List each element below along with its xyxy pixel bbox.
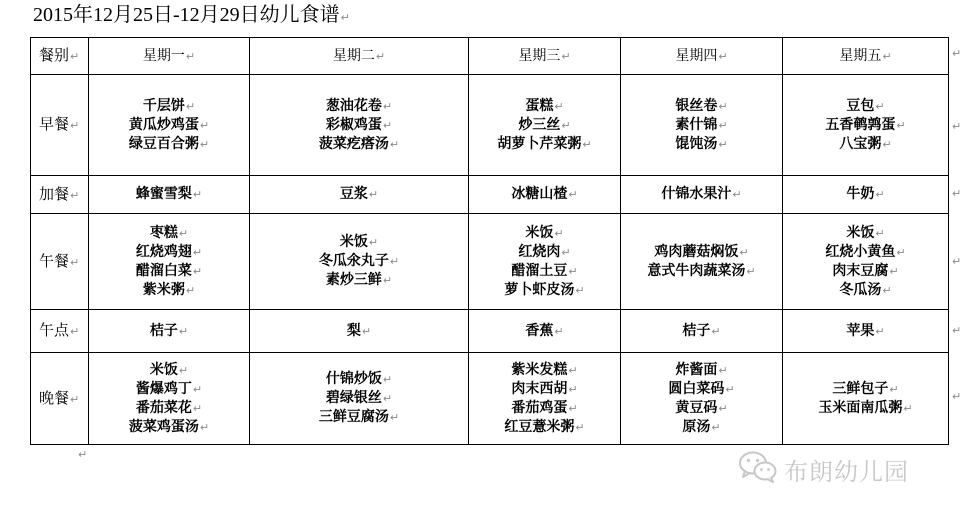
row-end-mark: ↵ [952,120,962,133]
dish-item: 素炒三鲜↵ [325,272,393,288]
meal-label-cell: 晚餐↵ [31,353,89,445]
day-header: 星期三↵ [469,38,621,75]
menu-cell [89,310,250,353]
dish-item: 炸酱面↵ [675,361,728,378]
row-end-mark: ↵ [952,255,962,268]
dish-item: 黄瓜炒鸡蛋↵ [128,116,210,133]
dish-item: 银丝卷↵ [675,97,728,114]
dish-item: 原汤↵ [682,418,721,435]
dish-item: 紫米发糕↵ [511,361,578,378]
menu-cell [621,310,783,353]
dish-item: 萝卜虾皮汤↵ [504,281,585,298]
document-title: 2015年12月25日-12月29日幼儿食谱↵ [33,4,350,26]
menu-cell [621,214,783,310]
menu-cell [250,214,469,310]
row-end-mark: ↵ [952,47,962,60]
menu-cell [621,353,783,445]
dish-item: 绿豆百合粥↵ [128,135,210,152]
watermark [738,450,909,488]
dish-item: 肉末豆腐↵ [832,262,899,279]
menu-cell [783,310,949,353]
dish-item: 碧绿银丝↵ [325,390,393,406]
menu-cell [783,214,949,310]
dish-item: 彩椒鸡蛋↵ [325,116,393,133]
menu-cell [783,75,949,176]
dish-item: 冬瓜氽丸子↵ [318,253,400,269]
dish-item: 千层饼↵ [142,97,196,114]
meal-label: 加餐 [39,184,70,203]
dish-item: 炒三丝↵ [518,116,571,133]
meal-label: 晚餐 [39,388,70,407]
watermark-text: 布朗幼儿园 [784,457,909,486]
dish-item: 枣糕↵ [149,224,189,241]
dish-item: 葱油花卷↵ [325,97,393,114]
menu-cell [89,214,250,310]
paragraph-mark: ↵ [78,448,88,461]
dish-item: 醋溜白菜↵ [135,262,203,279]
dish-item: 蜂蜜雪梨↵ [135,186,203,202]
dish-item: 蛋糕↵ [525,97,564,114]
dish-item: 苹果↵ [846,322,885,339]
dish-item: 馄饨汤↵ [675,135,728,152]
menu-cell [250,176,469,214]
dish-item: 紫米粥↵ [142,281,196,298]
meal-label-cell: 午餐↵ [31,214,89,310]
dish-item: 牛奶↵ [846,186,885,202]
row-end-mark: ↵ [952,187,962,200]
day-header: 星期四↵ [621,38,783,75]
day-header: 星期一↵ [89,38,250,75]
meal-label: 早餐 [39,115,70,133]
menu-cell [89,75,250,176]
dish-item: 香蕉↵ [525,322,564,339]
dish-item: 梨↵ [346,322,372,339]
meal-label-cell: 加餐↵ [31,176,89,214]
dish-item: 五香鹌鹑蛋↵ [825,116,906,133]
meal-row [31,176,949,214]
dish-item: 玉米面南瓜粥↵ [818,399,913,416]
paragraph-mark: ↵ [340,11,350,24]
dish-item: 肉末西胡↵ [511,380,578,397]
menu-cell [783,176,949,214]
menu-cell [783,353,949,445]
dish-item: 桔子↵ [682,322,721,339]
dish-item: 菠菜疙瘩汤↵ [318,135,400,152]
meal-row [31,310,949,353]
wechat-logo-icon [738,450,778,488]
menu-cell [469,75,621,176]
meal-label: 午点 [39,321,70,339]
day-header: 星期二↵ [250,38,469,75]
dish-item: 胡萝卜芹菜粥↵ [497,135,592,152]
menu-cell [250,310,469,353]
menu-table [30,37,949,445]
meal-label: 午餐 [39,251,70,270]
dish-item: 桔子↵ [149,322,189,339]
menu-cell [89,353,250,445]
dish-item: 什锦炒饭↵ [325,371,393,387]
meal-row [31,214,949,310]
dish-item: 豆包↵ [846,97,885,114]
menu-cell [469,176,621,214]
dish-item: 番茄菜花↵ [135,399,203,416]
dish-item: 圆白菜码↵ [668,380,735,397]
dish-item: 米饭↵ [525,224,564,241]
meal-row [31,353,949,445]
dish-item: 醋溜土豆↵ [511,262,578,279]
menu-cell [469,353,621,445]
dish-item: 黄豆码↵ [675,399,728,416]
dish-item: 八宝粥↵ [839,135,892,152]
menu-cell [469,310,621,353]
dish-item: 豆浆↵ [339,186,379,202]
menu-cell [250,353,469,445]
dish-item: 红烧肉↵ [518,243,571,260]
meal-label-cell: 早餐↵ [31,75,89,176]
corner-label-cell: 餐别↵ [31,38,89,75]
dish-item: 什锦水果汁↵ [661,186,742,202]
dish-item: 红豆薏米粥↵ [504,418,585,435]
dish-item: 红烧小黄鱼↵ [825,243,906,260]
dish-item: 酱爆鸡丁↵ [135,380,203,397]
dish-item: 鸡肉蘑菇焖饭↵ [654,243,749,260]
menu-cell [469,214,621,310]
row-end-mark: ↵ [952,390,962,403]
dish-item: 素什锦↵ [675,116,728,133]
dish-item: 米饭↵ [339,234,379,250]
header-row [31,38,949,75]
day-header: 星期五↵ [783,38,949,75]
menu-cell [621,75,783,176]
dish-item: 冰糖山楂↵ [511,186,578,202]
dish-item: 米饭↵ [846,224,885,241]
dish-item: 米饭↵ [149,361,189,378]
dish-item: 红烧鸡翅↵ [135,243,203,260]
menu-cell [89,176,250,214]
dish-item: 冬瓜汤↵ [839,281,892,298]
dish-item: 番茄鸡蛋↵ [511,399,578,416]
meal-row [31,75,949,176]
menu-cell [621,176,783,214]
meal-label-cell: 午点↵ [31,310,89,353]
dish-item: 菠菜鸡蛋汤↵ [128,418,210,435]
dish-item: 三鲜豆腐汤↵ [318,409,400,425]
dish-item: 意式牛肉蔬菜汤↵ [647,262,756,279]
menu-cell [250,75,469,176]
row-end-mark: ↵ [952,324,962,337]
dish-item: 三鲜包子↵ [832,380,899,397]
